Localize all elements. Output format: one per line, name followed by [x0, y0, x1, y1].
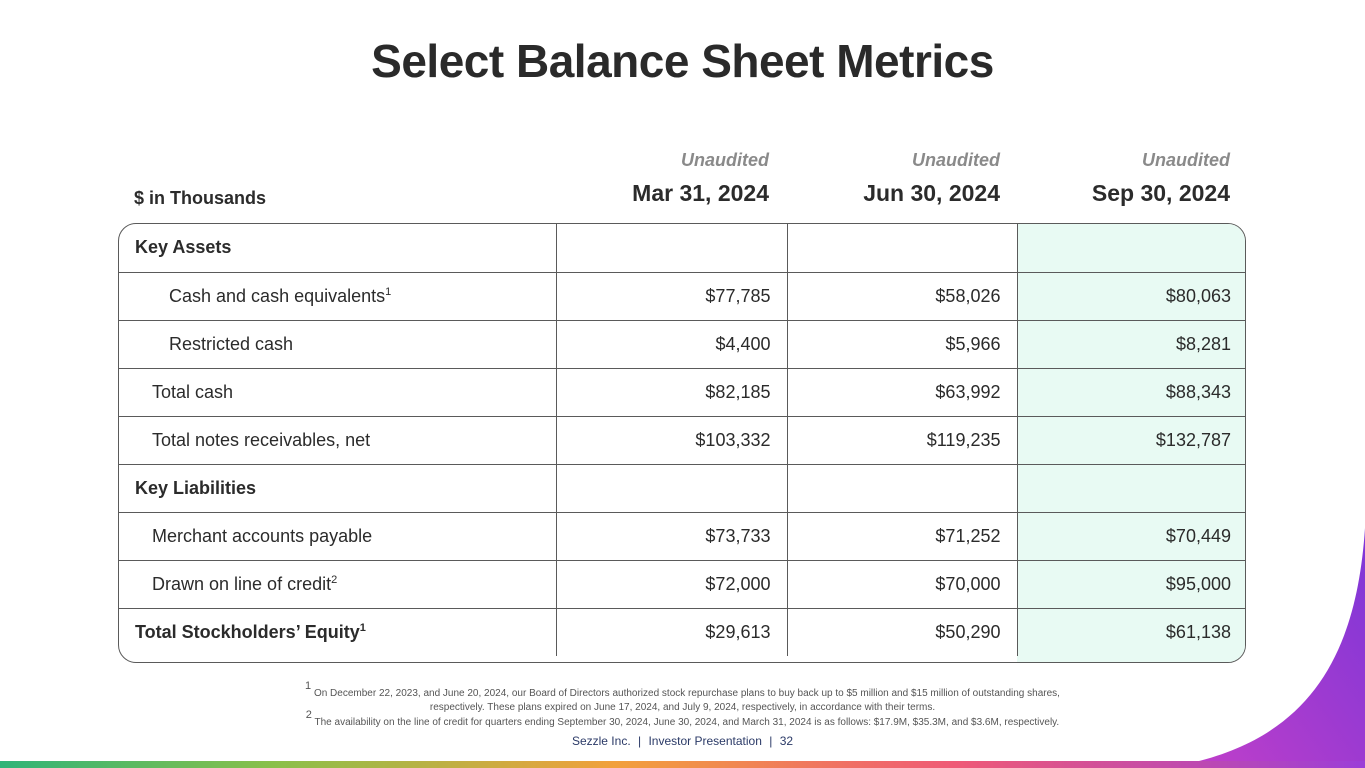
column-date: Mar 31, 2024 — [632, 180, 769, 206]
value-cell — [1017, 224, 1246, 272]
page-title: Select Balance Sheet Metrics — [371, 35, 994, 87]
value-cell: $95,000 — [1017, 560, 1246, 608]
balance-sheet-table — [118, 223, 1246, 663]
column-header-q3 — [1016, 150, 1230, 207]
footer-separator: | — [769, 734, 773, 748]
value-cell: $70,449 — [1017, 512, 1246, 560]
value-cell: $50,290 — [787, 608, 1017, 656]
value-cell: $119,235 — [787, 416, 1017, 464]
value-cell: $71,252 — [787, 512, 1017, 560]
table-row — [119, 368, 1246, 416]
row-label — [119, 368, 556, 416]
company-name: Sezzle Inc. — [571, 734, 631, 748]
row-label-text: Restricted cash — [169, 333, 294, 354]
table-row — [119, 416, 1246, 464]
column-header-q2 — [786, 150, 1000, 207]
row-label — [119, 416, 556, 464]
row-label — [119, 464, 556, 512]
corner-swoosh-decoration — [1125, 528, 1365, 768]
footnote-marker: 1 — [359, 621, 366, 634]
row-label-text: Merchant accounts payable — [152, 525, 373, 546]
table-row — [119, 320, 1246, 368]
table-row — [119, 464, 1246, 512]
row-label — [119, 272, 556, 320]
footnote-marker: 2 — [331, 573, 338, 586]
value-cell: $58,026 — [787, 272, 1017, 320]
value-cell — [787, 224, 1017, 272]
unaudited-label: Unaudited — [912, 150, 1000, 170]
row-label-text: Total notes receivables, net — [152, 429, 371, 450]
value-cell: $88,343 — [1017, 368, 1246, 416]
value-cell: $80,063 — [1017, 272, 1246, 320]
deck-name: Investor Presentation — [648, 734, 762, 748]
unaudited-label: Unaudited — [681, 150, 769, 170]
value-cell: $77,785 — [556, 272, 787, 320]
value-cell: $73,733 — [556, 512, 787, 560]
value-cell: $29,613 — [556, 608, 787, 656]
row-label-text: Key Assets — [135, 237, 232, 258]
value-cell: $61,138 — [1017, 608, 1246, 656]
page-number: 32 — [779, 734, 794, 748]
value-cell — [556, 464, 787, 512]
value-cell: $63,992 — [787, 368, 1017, 416]
row-label — [119, 320, 556, 368]
units-label: $ in Thousands — [134, 188, 267, 208]
footnote-text: The availability on the line of credit for quarters ending September 30, 2024, June 30, 2024, and March 31, 2024 is as follows: $17.9M, $35.3M, and $3.6M, respectively. — [314, 717, 1060, 728]
table-row — [119, 560, 1246, 608]
column-date: Jun 30, 2024 — [863, 180, 1000, 206]
row-label-text: Cash and cash equivalents — [169, 285, 386, 306]
row-label-text: Key Liabilities — [135, 477, 257, 498]
value-cell — [787, 464, 1017, 512]
metrics-table — [119, 224, 1246, 656]
value-cell: $8,281 — [1017, 320, 1246, 368]
table-row — [119, 224, 1246, 272]
value-cell: $82,185 — [556, 368, 787, 416]
value-cell — [1017, 464, 1246, 512]
footnote-text: On December 22, 2023, and June 20, 2024, our Board of Directors authorized stock repurchase plans to buy back up to $5 million and $15 million of outstanding shares, — [313, 688, 1060, 699]
value-cell: $132,787 — [1017, 416, 1246, 464]
value-cell: $4,400 — [556, 320, 787, 368]
value-cell — [556, 224, 787, 272]
value-cell: $70,000 — [787, 560, 1017, 608]
footnote-marker: 1 — [385, 285, 392, 298]
row-label — [119, 560, 556, 608]
row-label — [119, 608, 556, 656]
row-label — [119, 512, 556, 560]
table-row — [119, 512, 1246, 560]
footnote-marker: 1 — [305, 680, 312, 692]
footnote-marker: 2 — [305, 709, 312, 721]
row-label-text: Drawn on line of credit — [152, 573, 332, 594]
column-date: Sep 30, 2024 — [1091, 180, 1230, 206]
value-cell: $5,966 — [787, 320, 1017, 368]
value-cell: $103,332 — [556, 416, 787, 464]
unaudited-label: Unaudited — [1142, 150, 1230, 170]
value-cell: $72,000 — [556, 560, 787, 608]
table-row — [119, 272, 1246, 320]
footer-separator: | — [638, 734, 642, 748]
row-label — [119, 224, 556, 272]
table-row — [119, 608, 1246, 656]
column-header-q1 — [555, 150, 769, 207]
row-label-text: Total cash — [152, 381, 234, 402]
footnote-1-line-2: respectively. These plans expired on June 17, 2024, and July 9, 2024, respectively, in accordance with their terms. — [429, 702, 936, 713]
brand-gradient-bar — [0, 761, 1365, 768]
row-label-text: Total Stockholders’ Equity — [135, 621, 360, 642]
table-header — [118, 150, 1248, 216]
